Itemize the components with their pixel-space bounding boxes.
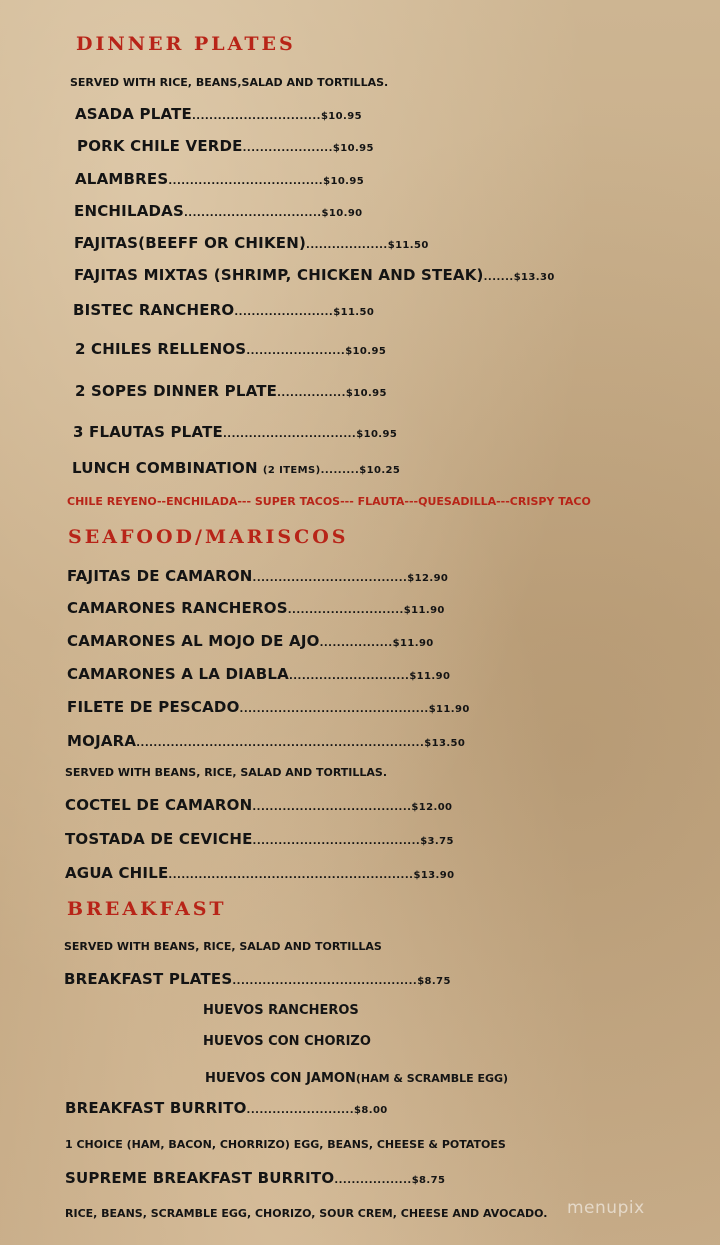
item-price: $13.90 bbox=[413, 870, 455, 881]
menu-item-breakfast-burrito bbox=[65, 1098, 388, 1117]
seafood-served-note: SERVED WITH BEANS, RICE, SALAD AND TORTILLAS. bbox=[65, 766, 388, 779]
menu-item-coctel-de-camaron bbox=[65, 795, 452, 814]
leader-dots: ..................... bbox=[242, 143, 333, 154]
item-price: $11.90 bbox=[428, 704, 470, 715]
item-name: ALAMBRES bbox=[75, 170, 169, 188]
menu-item-agua-chile bbox=[65, 863, 454, 882]
menu-item-lunch-combination bbox=[72, 458, 400, 477]
dinner-plates-heading: DINNER PLATES bbox=[76, 33, 296, 55]
item-qualifier: (2 ITEMS) bbox=[262, 465, 321, 476]
menu-item-bistec-ranchero bbox=[73, 300, 374, 319]
menu-item-fajitas bbox=[74, 233, 429, 252]
item-price: $8.00 bbox=[354, 1105, 388, 1116]
option-extra: (HAM & SCRAMBLE EGG) bbox=[355, 1072, 509, 1085]
menupix-watermark: menupix bbox=[567, 1198, 645, 1218]
item-price: $3.75 bbox=[420, 836, 454, 847]
item-price: $10.95 bbox=[345, 388, 387, 399]
breakfast-burrito-description: 1 CHOICE (HAM, BACON, CHORRIZO) EGG, BEANS, CHEESE & POTATOES bbox=[65, 1138, 506, 1151]
item-name: TOSTADA DE CEVICHE bbox=[65, 830, 253, 848]
item-name: FAJITAS(BEEFF OR CHIKEN) bbox=[74, 234, 307, 252]
breakfast-heading: BREAKFAST bbox=[67, 898, 227, 920]
item-name: FILETE DE PESCADO bbox=[67, 698, 240, 716]
item-price: $8.75 bbox=[417, 976, 451, 987]
breakfast-served-note: SERVED WITH BEANS, RICE, SALAD AND TORTILLAS bbox=[64, 940, 382, 953]
item-name: SUPREME BREAKFAST BURRITO bbox=[65, 1169, 335, 1187]
menu-item-alambres bbox=[75, 169, 364, 188]
item-price: $10.95 bbox=[320, 111, 362, 122]
menu-item-asada-plate bbox=[75, 104, 362, 123]
item-price: $12.00 bbox=[411, 802, 453, 813]
menu-item-sopes-dinner-plate bbox=[75, 381, 387, 400]
menu-item-pork-chile-verde bbox=[77, 136, 374, 155]
leader-dots: ................................................................... bbox=[136, 738, 425, 749]
item-name: 3 FLAUTAS PLATE bbox=[73, 423, 223, 441]
item-price: $11.90 bbox=[392, 638, 434, 649]
leader-dots: .................. bbox=[334, 1175, 412, 1186]
leader-dots: ....................... bbox=[234, 307, 334, 318]
dinner-served-note: SERVED WITH RICE, BEANS,SALAD AND TORTILLAS. bbox=[70, 76, 389, 89]
leader-dots: ......................... bbox=[246, 1105, 355, 1116]
menu-item-filete-de-pescado bbox=[67, 697, 470, 716]
item-price: $10.25 bbox=[359, 465, 401, 476]
item-name: CAMARONES RANCHEROS bbox=[67, 599, 288, 617]
item-name: BREAKFAST PLATES bbox=[64, 970, 233, 988]
leader-dots: ............................... bbox=[222, 429, 357, 440]
item-price: $11.90 bbox=[409, 671, 451, 682]
item-price: $11.90 bbox=[403, 605, 445, 616]
item-name: 2 SOPES DINNER PLATE bbox=[75, 382, 278, 400]
item-name: BREAKFAST BURRITO bbox=[65, 1099, 247, 1117]
leader-dots: ....... bbox=[483, 272, 514, 283]
item-price: $11.50 bbox=[387, 240, 429, 251]
item-name: ASADA PLATE bbox=[75, 105, 192, 123]
breakfast-option-huevos-con-chorizo: HUEVOS CON CHORIZO bbox=[203, 1034, 371, 1049]
leader-dots: ................................ bbox=[183, 208, 322, 219]
menu-item-camarones-a-la-diabla bbox=[67, 664, 450, 683]
leader-dots: ....................................... bbox=[252, 836, 421, 847]
item-name: AGUA CHILE bbox=[65, 864, 169, 882]
menu-item-camarones-rancheros bbox=[67, 598, 445, 617]
item-name: 2 CHILES RELLENOS bbox=[75, 340, 247, 358]
option-name: HUEVOS CON JAMON bbox=[205, 1071, 356, 1086]
menu-item-fajitas-de-camaron bbox=[67, 566, 448, 585]
leader-dots: ..................................... bbox=[252, 802, 412, 813]
item-price: $10.95 bbox=[345, 346, 387, 357]
item-name: CAMARONES AL MOJO DE AJO bbox=[67, 632, 320, 650]
leader-dots: ........................... bbox=[287, 605, 404, 616]
supreme-burrito-description: RICE, BEANS, SCRAMBLE EGG, CHORIZO, SOUR CREM, CHEESE AND AVOCADO. bbox=[65, 1207, 548, 1220]
item-name: FAJITAS DE CAMARON bbox=[67, 567, 253, 585]
item-price: $13.30 bbox=[513, 272, 555, 283]
item-price: $13.50 bbox=[424, 738, 466, 749]
leader-dots: .................................... bbox=[252, 573, 408, 584]
menu-item-camarones-mojo-de-ajo bbox=[67, 631, 434, 650]
menu-item-enchiladas bbox=[74, 201, 363, 220]
leader-dots: ................ bbox=[277, 388, 346, 399]
leader-dots: ............................................ bbox=[239, 704, 429, 715]
item-name: FAJITAS MIXTAS (SHRIMP, CHICKEN AND STEAK) bbox=[74, 266, 484, 284]
item-name: COCTEL DE CAMARON bbox=[65, 796, 253, 814]
item-name: CAMARONES A LA DIABLA bbox=[67, 665, 289, 683]
item-name: BISTEC RANCHERO bbox=[73, 301, 235, 319]
item-price: $12.90 bbox=[407, 573, 449, 584]
menu-item-mojara bbox=[67, 731, 465, 750]
leader-dots: ......... bbox=[320, 465, 360, 476]
menu-item-supreme-breakfast-burrito bbox=[65, 1168, 445, 1187]
item-name: PORK CHILE VERDE bbox=[77, 137, 243, 155]
leader-dots: ........................................... bbox=[232, 976, 418, 987]
leader-dots: ............................ bbox=[288, 671, 410, 682]
item-price: $10.95 bbox=[356, 429, 398, 440]
item-price: $8.75 bbox=[411, 1175, 446, 1186]
leader-dots: ................... bbox=[306, 240, 388, 251]
menu-item-fajitas-mixtas bbox=[74, 265, 555, 284]
item-name: LUNCH COMBINATION bbox=[72, 459, 258, 477]
menu-item-breakfast-plates bbox=[64, 969, 451, 988]
item-name: MOJARA bbox=[67, 732, 137, 750]
lunch-combination-options: CHILE REYENO--ENCHILADA--- SUPER TACOS--- FLAUTA---QUESADILLA---CRISPY TACO bbox=[67, 495, 591, 508]
item-price: $10.95 bbox=[323, 176, 365, 187]
menu-item-chiles-rellenos bbox=[75, 339, 386, 358]
leader-dots: ......................................................... bbox=[168, 870, 414, 881]
menu-item-flautas-plate bbox=[73, 422, 397, 441]
seafood-heading: SEAFOOD/MARISCOS bbox=[68, 526, 349, 548]
menu-item-tostada-de-ceviche bbox=[65, 829, 454, 848]
item-price: $10.95 bbox=[332, 143, 374, 154]
item-price: $11.50 bbox=[333, 307, 375, 318]
item-price: $10.90 bbox=[321, 208, 363, 219]
leader-dots: ....................... bbox=[246, 346, 346, 357]
leader-dots: .................................... bbox=[168, 176, 324, 187]
breakfast-option-huevos-rancheros: HUEVOS RANCHEROS bbox=[203, 1003, 359, 1018]
leader-dots: ................. bbox=[319, 638, 393, 649]
item-name: ENCHILADAS bbox=[74, 202, 184, 220]
leader-dots: .............................. bbox=[191, 111, 321, 122]
breakfast-option-huevos-con-jamon bbox=[205, 1067, 508, 1086]
